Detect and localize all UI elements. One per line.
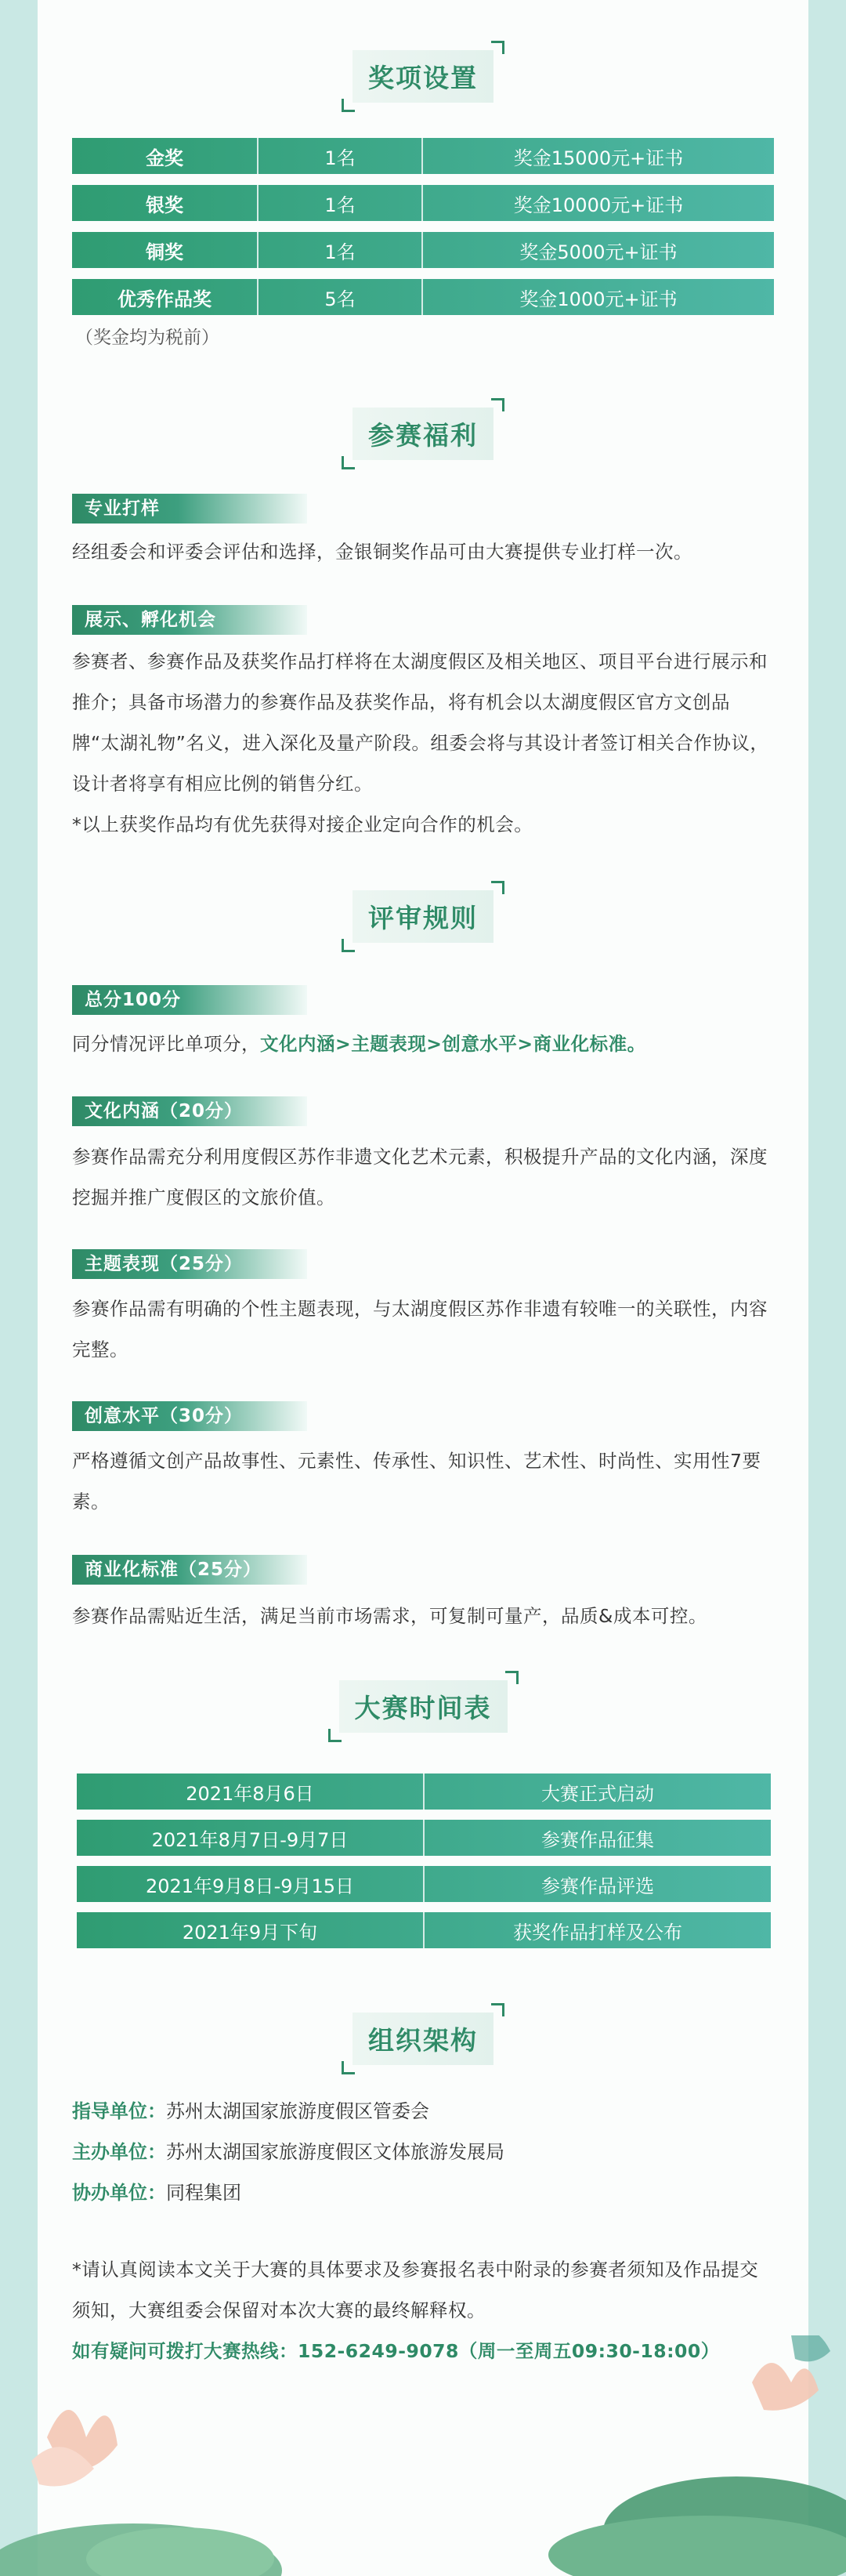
benefit-text: 参赛者、参赛作品及获奖作品打样将在太湖度假区及相关地区、项目平台进行展示和推介；具备市场潜力的参赛作品及获奖作品，将有机会以太湖度假区官方文创品牌“太湖礼物”名义，进入深化及量产阶段。组委会将与其设计者签订相关合作协议，设计者将享有相应比例的销售分红。 [72,650,769,795]
table-row [77,1866,771,1902]
table-row [77,1773,771,1810]
award-level: 银奖 [72,185,258,221]
schedule-date: 2021年8月7日-9月7日 [77,1820,425,1856]
criterion-text: 参赛作品需贴近生活，满足当前市场需求，可复制可量产，品质&成本可控。 [72,1605,707,1627]
organization-title [72,2013,774,2065]
org-row [72,2136,504,2164]
schedule-table [77,1773,771,1958]
judging-order: 文化内涵>主题表现>创意水平>商业化标准。 [260,1033,646,1055]
award-level: 金奖 [72,138,258,174]
judging-total-prefix: 同分情况评比单项分， [72,1033,260,1055]
table-row [72,279,774,315]
title-bracket-icon [491,2003,504,2016]
award-prize: 奖金15000元+证书 [513,147,684,169]
title-bracket-icon [328,1729,342,1742]
org-value: 苏州太湖国家旅游度假区文体旅游发展局 [166,2141,504,2163]
hotline-text: 如有疑问可拨打大赛热线：152-6249-9078（周一至周五09:30-18:00） [72,2340,720,2362]
criterion-text: 严格遵循文创产品故事性、元素性、传承性、知识性、艺术性、时尚性、实用性7要素。 [72,1450,761,1513]
awards-table [72,138,774,326]
criterion-label: 文化内涵（20分） [72,1096,307,1126]
title-bracket-icon [342,2061,355,2074]
schedule-date: 2021年8月6日 [77,1773,425,1810]
title-bracket-icon [342,939,355,952]
award-count: 1名 [258,185,423,221]
judging-title [72,890,774,943]
org-value: 同程集团 [166,2182,241,2204]
benefit-text: 经组委会和评委会评估和选择，金银铜奖作品可由大赛提供专业打样一次。 [72,541,692,563]
title-bracket-icon [491,398,504,411]
schedule-event: 获奖作品打样及公布 [513,1921,682,1944]
award-prize: 奖金10000元+证书 [513,194,684,216]
criterion-label: 主题表现（25分） [72,1249,307,1279]
org-row [72,2177,241,2205]
awards-title-text: 奖项设置 [368,63,478,93]
award-level: 铜奖 [72,232,258,268]
schedule-title [72,1680,774,1733]
title-bracket-icon [505,1671,519,1684]
title-bracket-icon [342,99,355,112]
table-row [77,1820,771,1856]
page-panel [38,0,808,2576]
title-bracket-icon [342,456,355,469]
award-count: 1名 [258,232,423,268]
benefits-title [72,408,774,460]
title-bracket-icon [491,881,504,894]
benefits-title-text: 参赛福利 [368,420,478,451]
title-bracket-icon [491,41,504,54]
criterion-label: 商业化标准（25分） [72,1555,307,1585]
table-row [72,232,774,268]
criterion-text: 参赛作品需有明确的个性主题表现，与太湖度假区苏作非遗有较唯一的关联性，内容完整。 [72,1298,768,1360]
org-key: 协办单位： [72,2182,166,2204]
table-row [72,138,774,174]
schedule-event: 参赛作品征集 [541,1828,654,1851]
schedule-title-text: 大赛时间表 [354,1693,492,1723]
org-key: 指导单位： [72,2100,166,2122]
award-prize: 奖金1000元+证书 [519,288,678,310]
schedule-event: 参赛作品评选 [541,1875,654,1897]
judging-total-label: 总分100分 [72,985,307,1015]
schedule-event: 大赛正式启动 [541,1782,654,1805]
criterion-label: 创意水平（30分） [72,1401,307,1431]
award-count: 1名 [258,138,423,174]
schedule-date: 2021年9月下旬 [77,1912,425,1948]
awards-title [72,50,774,103]
notice-text: *请认真阅读本文关于大赛的具体要求及参赛报名表中附录的参赛者须知及作品提交须知，大赛组委会保留对本次大赛的最终解释权。 [72,2259,759,2321]
table-row [77,1912,771,1948]
award-count: 5名 [258,279,423,315]
benefit-label: 专业打样 [72,494,307,524]
judging-title-text: 评审规则 [368,903,478,933]
benefit-label: 展示、孵化机会 [72,605,307,635]
org-value: 苏州太湖国家旅游度假区管委会 [166,2100,429,2122]
lotus-decoration-icon [0,2335,846,2576]
judging-total-text [72,1024,774,1064]
organization-title-text: 组织架构 [368,2025,478,2056]
award-prize: 奖金5000元+证书 [519,241,678,263]
award-level: 优秀作品奖 [72,279,258,315]
criterion-text: 参赛作品需充分利用度假区苏作非遗文化艺术元素，积极提升产品的文化内涵，深度挖掘并推广度假区的文旅价值。 [72,1146,768,1208]
benefit-footnote: *以上获奖作品均有优先获得对接企业定向合作的机会。 [72,813,533,835]
schedule-date: 2021年9月8日-9月15日 [77,1866,425,1902]
awards-note: （奖金均为税前） [75,328,219,348]
org-key: 主办单位： [72,2141,166,2163]
table-row [72,185,774,221]
org-row [72,2096,429,2123]
